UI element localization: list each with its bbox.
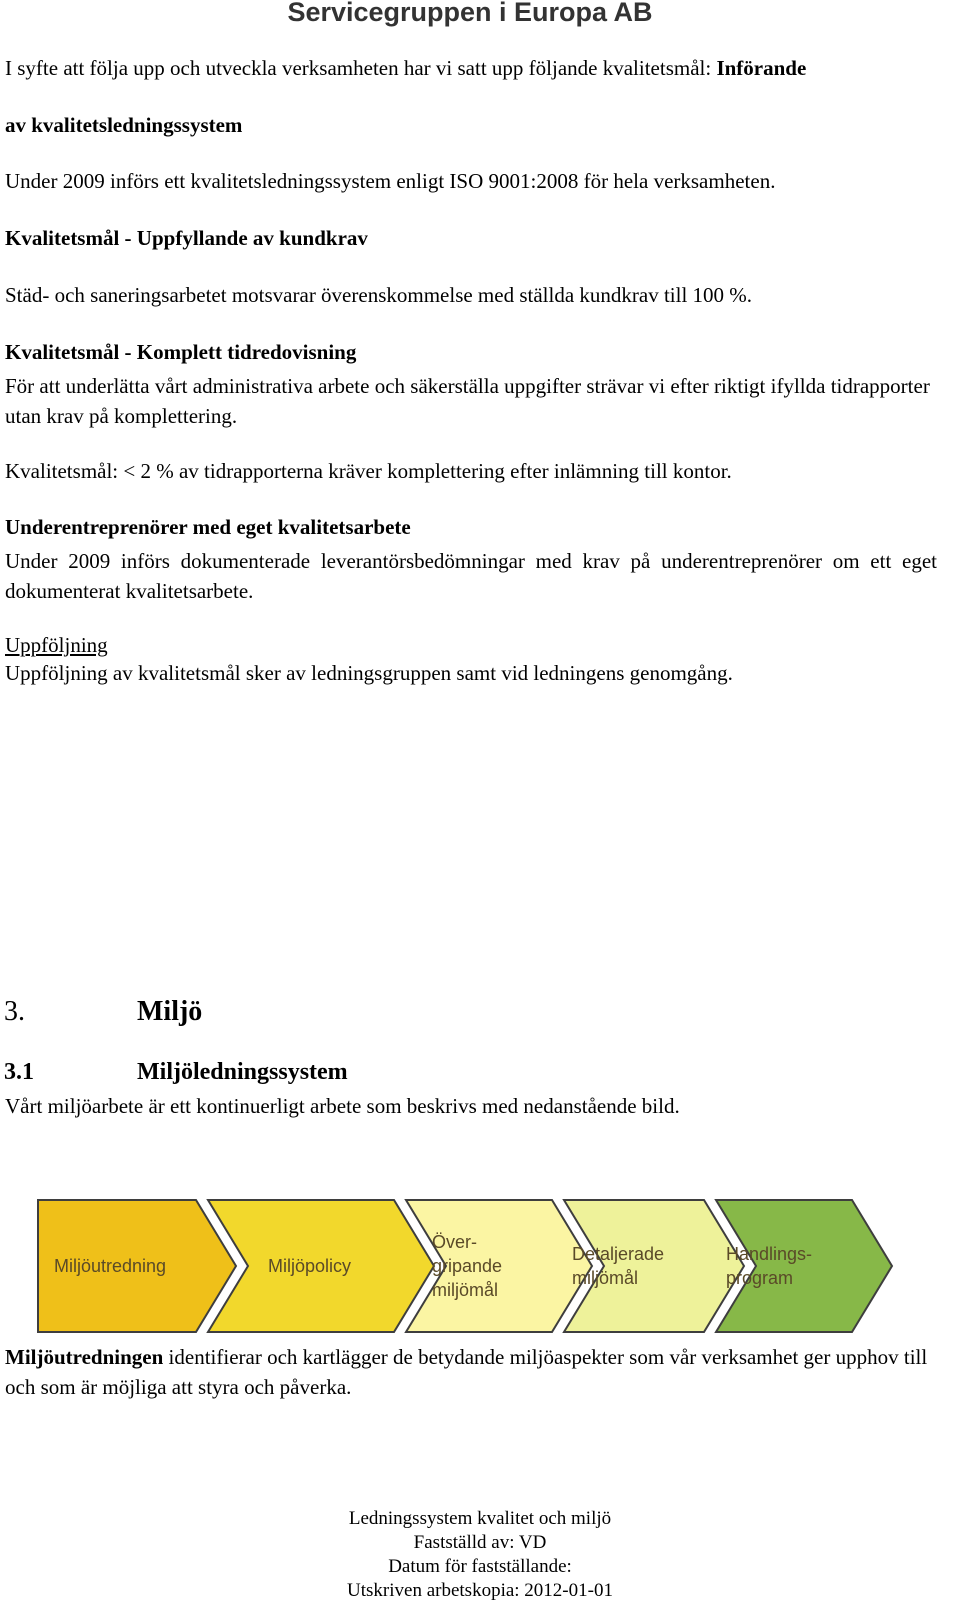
goal-body-kundkrav: Städ- och saneringsarbetet motsvarar överenskommelse med ställda kundkrav till 100 %. [5, 283, 753, 307]
footer-line-1: Ledningssystem kvalitet och miljö [348, 1508, 612, 1529]
goal-iso-text: Under 2009 införs ett kvalitetsledningssystem enligt ISO 9001:2008 för hela verksamheten. [5, 169, 776, 193]
section-number: 3. [4, 996, 25, 1027]
intro-text: I syfte att följa upp och utveckla verksamheten har vi satt upp följande kvalitetsmål: [5, 56, 717, 80]
goal-heading-kundkrav [5, 223, 368, 253]
goal-body-underentreprenorer: Under 2009 införs dokumenterade leverantörsbedömningar med krav på underentreprenörer om ett eget dokumenterat kvalitetsarbete. [5, 549, 937, 603]
goal-heading-underentreprenorer [5, 512, 411, 542]
process-step-1-label: Miljöutredning [54, 1256, 167, 1276]
footer-line-2: Fastställd av: VD [413, 1532, 547, 1553]
goal-heading-tidredovisning-text: Kvalitetsmål - Komplett tidredovisning [5, 340, 357, 364]
process-step-3-label: miljömål [432, 1280, 499, 1300]
subsection-number: 3.1 [4, 1059, 34, 1085]
process-step-3-label: gripande [432, 1256, 503, 1276]
goal-heading-underentreprenorer-text: Underentreprenörer med eget kvalitetsarbete [5, 515, 411, 539]
uppfoljning-body: Uppföljning av kvalitetsmål sker av ledningsgruppen samt vid ledningens genomgång. [5, 661, 733, 685]
process-step-5-label: Handlings- [726, 1244, 813, 1264]
goal-heading-tidredovisning [5, 337, 356, 367]
closing-paragraph [5, 1342, 937, 1402]
intro-bold-1: Införande [716, 56, 807, 80]
section-title: Miljö [137, 996, 203, 1027]
subsection-title: Miljöledningssystem [137, 1059, 348, 1085]
process-step-2-label: Miljöpolicy [268, 1256, 352, 1276]
process-step-5-label: program [726, 1268, 794, 1288]
footer-line-3: Datum för fastställande: [388, 1556, 572, 1577]
intro-paragraph [5, 53, 806, 83]
process-step-4-label: miljömål [572, 1268, 639, 1288]
goal-heading-kundkrav-text: Kvalitetsmål - Uppfyllande av kundkrav [5, 226, 368, 250]
uppfoljning-heading-text: Uppföljning [5, 633, 108, 657]
footer-line-4: Utskriven arbetskopia: 2012-01-01 [347, 1580, 613, 1601]
process-step-3-label: Över- [432, 1232, 477, 1252]
goal-target-tidredovisning: Kvalitetsmål: < 2 % av tidrapporterna kräver komplettering efter inlämning till kontor. [5, 459, 732, 483]
closing-bold: Miljöutredningen [5, 1345, 164, 1369]
subsection-intro: Vårt miljöarbete är ett kontinuerligt arbete som beskrivs med nedanstående bild. [5, 1094, 680, 1118]
closing-text: identifierar och kartlägger de betydande miljöaspekter som vår verksamhet ger upphov till och som är möjliga att styra och påverka. [5, 1345, 928, 1399]
intro-bold-2: av kvalitetsledningssystem [5, 113, 243, 137]
intro-paragraph-cont [5, 110, 242, 140]
process-step-4-label: Detaljerade [572, 1244, 665, 1264]
goal-body-tidredovisning: För att underlätta vårt administrativa arbete och säkerställa uppgifter strävar vi efter riktigt ifyllda tidrapporter utan krav på komplettering. [5, 374, 930, 428]
uppfoljning-heading [5, 630, 108, 660]
document-header-title: Servicegruppen i Europa AB [287, 0, 653, 27]
environmental-process-diagram [36, 1198, 896, 1334]
